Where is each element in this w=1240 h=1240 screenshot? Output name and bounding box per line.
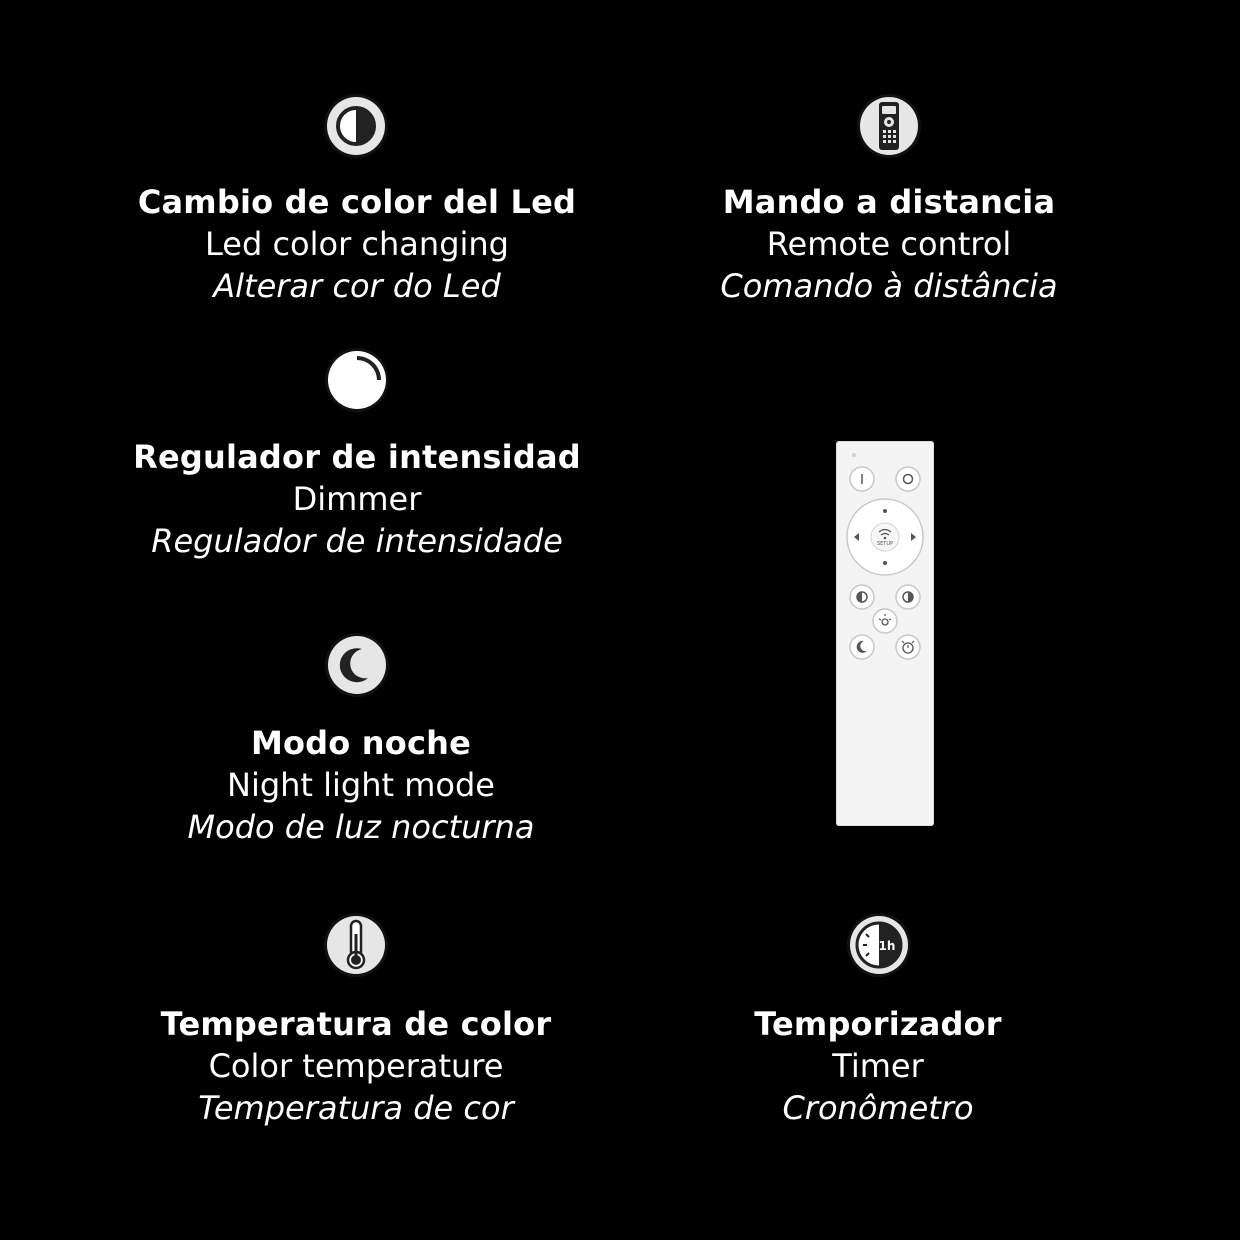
color-change-button [850,585,874,609]
feature-title-en: Night light mode [227,766,495,804]
feature-temperature [96,1003,616,1129]
direction-pad [847,499,923,575]
feature-title-en: Color temperature [208,1047,504,1085]
feature-title-pt: Temperatura de cor [198,1089,514,1127]
timer-button [896,635,920,659]
feature-night [101,722,621,848]
feature-dimmer [97,436,617,562]
color-change-icon [323,93,389,159]
feature-title-es: Mando a distancia [722,183,1056,221]
feature-title-es: Modo noche [250,724,472,762]
setup-label: SETUP [876,541,894,547]
remote-control-icon [856,93,922,159]
feature-title-es: Temperatura de color [160,1005,552,1043]
feature-title-pt: Alterar cor do Led [213,267,501,305]
color-temperature-button [896,585,920,609]
moon-icon [324,632,390,698]
brightness-button [873,609,897,633]
feature-title-es: Regulador de intensidad [133,438,581,476]
remote-control-product [836,441,934,826]
feature-title-en: Dimmer [292,480,422,518]
feature-remote [629,181,1149,307]
power-off-button [896,467,920,491]
timer-label: 1h [878,939,896,953]
feature-timer [618,1003,1138,1129]
dimmer-icon [324,347,390,413]
feature-title-pt: Modo de luz nocturna [187,808,535,846]
feature-title-en: Remote control [766,225,1012,263]
timer-icon [846,912,912,978]
feature-title-es: Cambio de color del Led [137,183,577,221]
feature-title-pt: Comando à distância [720,267,1058,305]
power-on-button [850,467,874,491]
feature-title-pt: Regulador de intensidade [151,522,563,560]
feature-title-en: Timer [832,1047,924,1085]
night-mode-button [850,635,874,659]
thermometer-icon [323,912,389,978]
feature-title-en: Led color changing [205,225,509,263]
feature-title-es: Temporizador [754,1005,1002,1043]
feature-led-color [97,181,617,307]
feature-title-pt: Cronômetro [782,1089,974,1127]
